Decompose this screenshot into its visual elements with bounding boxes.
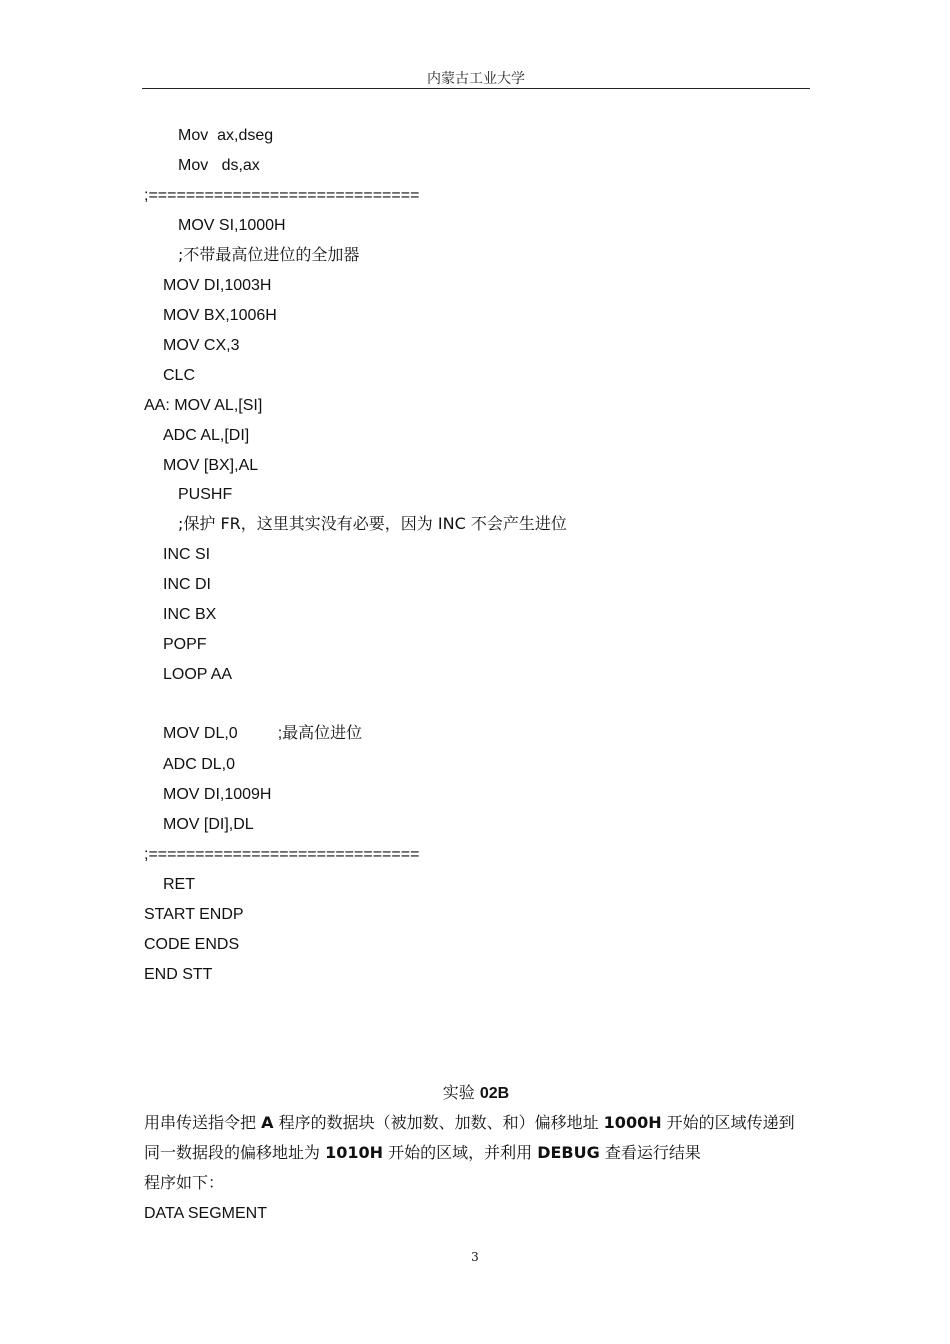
bold-run: 1000H <box>603 1113 662 1132</box>
code-line: MOV DL,0 ;最高位进位 <box>163 725 363 742</box>
code-comment: ;保护 FR，这里其实没有必要，因为 INC 不会产生进位 <box>178 514 567 533</box>
section-heading-prefix: 实验 <box>442 1083 480 1102</box>
code-comment: ;不带最高位进位的全加器 <box>178 245 360 264</box>
program-intro: 程序如下： <box>144 1173 225 1192</box>
code-line: DATA SEGMENT <box>144 1205 267 1222</box>
bold-run: DEBUG <box>537 1143 600 1162</box>
header-rule <box>142 88 810 89</box>
code-line: POPF <box>163 636 207 653</box>
code-line: INC DI <box>163 576 211 593</box>
code-line: START ENDP <box>144 906 244 923</box>
description-line-2 <box>144 1143 701 1163</box>
code-line: ADC AL,[DI] <box>163 427 250 444</box>
text-run: 查看运行结果 <box>599 1143 701 1162</box>
page-header-title: 内蒙古工业大学 <box>427 71 525 87</box>
code-line: LOOP AA <box>163 666 233 683</box>
code-line: MOV BX,1006H <box>163 307 277 324</box>
section-heading <box>142 1083 810 1104</box>
code-separator: ;============================= <box>144 846 420 863</box>
text-run: 开始的区域传递到 <box>661 1113 795 1132</box>
code-line: AA: MOV AL,[SI] <box>144 397 263 414</box>
bold-run: 1010H <box>325 1143 384 1162</box>
code-line: MOV DI,1003H <box>163 277 272 294</box>
code-line: MOV DI,1009H <box>163 786 272 803</box>
page-number: 3 <box>471 1250 479 1264</box>
description-line-1 <box>144 1113 795 1133</box>
text-run: 用串传送指令把 <box>144 1113 262 1132</box>
code-separator: ;============================= <box>144 187 420 204</box>
code-line: MOV [BX],AL <box>163 457 259 474</box>
code-line: MOV SI,1000H <box>178 217 286 234</box>
code-line: INC BX <box>163 606 217 623</box>
code-line: Mov ax,dseg <box>178 127 274 144</box>
code-line: END STT <box>144 966 213 983</box>
code-line: CLC <box>163 367 196 384</box>
code-line: PUSHF <box>178 486 233 503</box>
code-line: ADC DL,0 <box>163 756 236 773</box>
code-line: CODE ENDS <box>144 936 240 953</box>
section-heading-number: 02B <box>479 1085 510 1102</box>
text-run: 同一数据段的偏移地址为 <box>144 1143 326 1162</box>
code-line: INC SI <box>163 546 211 563</box>
text-run: 开始的区域，并利用 <box>383 1143 538 1162</box>
bold-run: A <box>261 1113 274 1132</box>
text-run: 程序的数据块（被加数、加数、和）偏移地址 <box>273 1113 604 1132</box>
code-line: MOV CX,3 <box>163 337 240 354</box>
code-line: Mov ds,ax <box>178 157 260 174</box>
code-line: MOV [DI],DL <box>163 816 254 833</box>
code-line: RET <box>163 876 195 893</box>
